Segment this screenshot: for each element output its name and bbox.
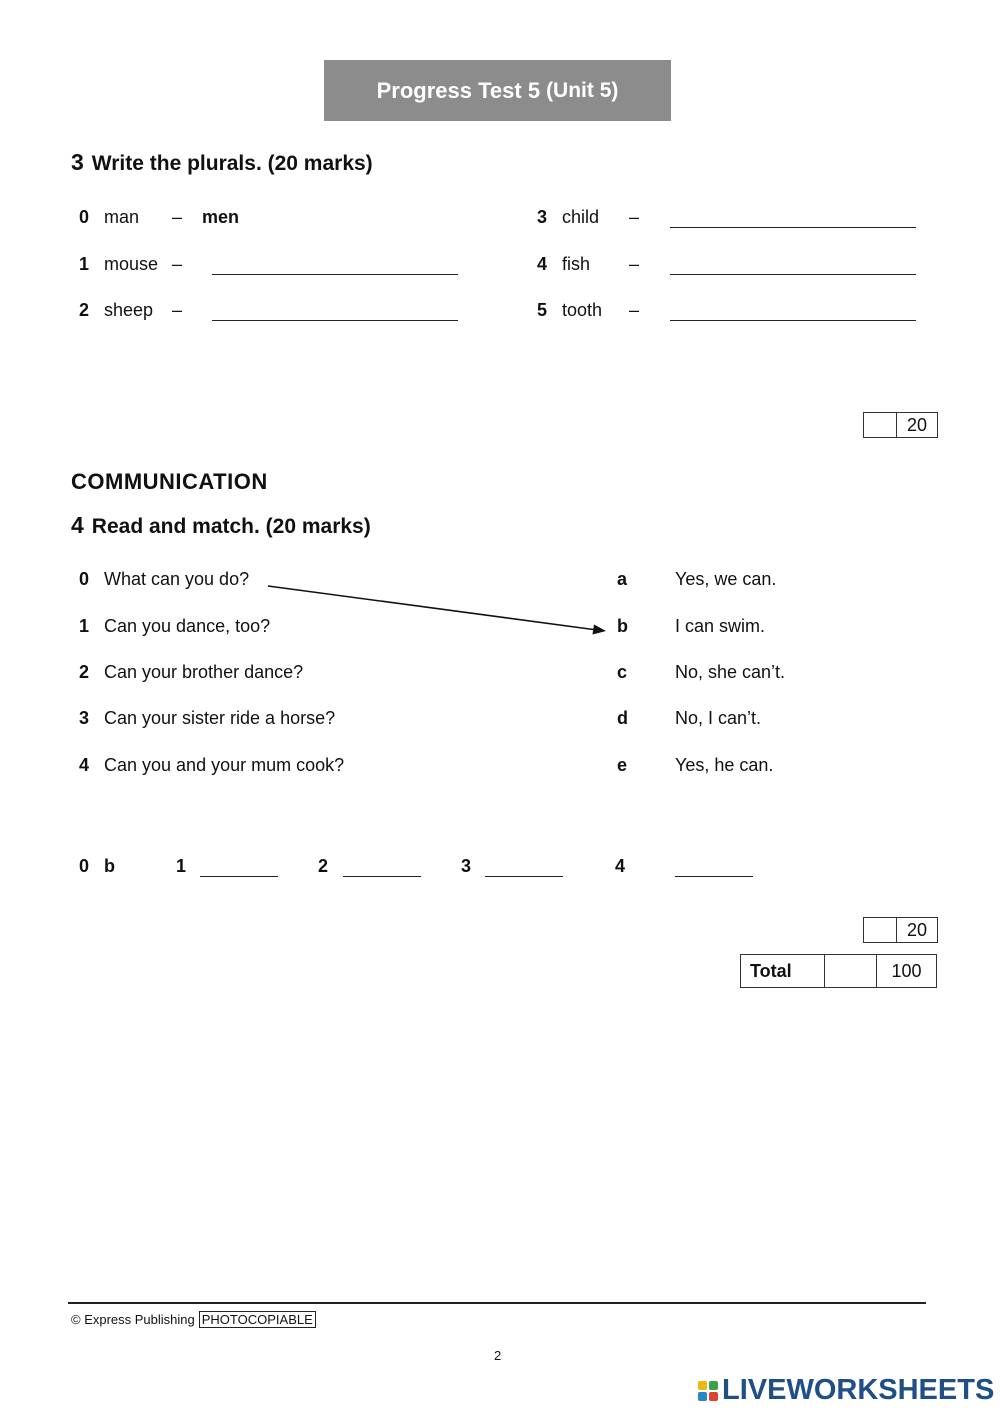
match-question-1-number: 1 bbox=[79, 616, 90, 636]
match-question-2-text: Can your brother dance? bbox=[104, 662, 304, 682]
answer-row-3-number: 3 bbox=[461, 856, 472, 876]
match-answer-c-letter: c bbox=[617, 662, 628, 682]
total-max: 100 bbox=[891, 960, 922, 981]
plural-item-5-word: tooth bbox=[562, 300, 603, 320]
answer-row-1-field[interactable] bbox=[200, 858, 278, 877]
plural-item-4-word: fish bbox=[562, 254, 591, 274]
plural-item-0-dash: – bbox=[172, 207, 183, 227]
total-label: Total bbox=[741, 955, 825, 987]
arrow-head-icon bbox=[593, 625, 607, 635]
plural-item-5-dash: – bbox=[629, 300, 640, 320]
match-answer-b-letter: b bbox=[617, 616, 628, 636]
plural-item-4-dash: – bbox=[629, 254, 640, 274]
footer-divider bbox=[68, 1302, 926, 1304]
match-question-0-text: What can you do? bbox=[104, 569, 250, 589]
match-answer-d-letter: d bbox=[617, 708, 628, 728]
answer-row-1-number: 1 bbox=[176, 856, 187, 876]
plural-item-1-dash: – bbox=[172, 254, 183, 274]
section-3-score-max: 20 bbox=[906, 414, 928, 435]
plural-item-3-number: 3 bbox=[537, 207, 548, 227]
plural-item-1-number: 1 bbox=[79, 254, 90, 274]
match-answer-d-text: No, I can’t. bbox=[675, 708, 762, 728]
answer-row-3-field[interactable] bbox=[485, 858, 563, 877]
answer-row-4-field[interactable] bbox=[675, 858, 753, 877]
plural-item-0-answer: men bbox=[202, 207, 240, 227]
section-4-score-field[interactable] bbox=[864, 918, 897, 942]
plural-item-2-dash: – bbox=[172, 300, 183, 320]
match-answer-e-letter: e bbox=[617, 755, 628, 775]
plural-item-1-word: mouse bbox=[104, 254, 159, 274]
liveworksheets-logo-text: LIVEWORKSHEETS bbox=[722, 1374, 995, 1406]
plural-item-3-dash: – bbox=[629, 207, 640, 227]
plural-item-2-word: sheep bbox=[104, 300, 154, 320]
match-answer-e-text: Yes, he can. bbox=[675, 755, 774, 775]
test-unit: (Unit 5) bbox=[546, 78, 619, 102]
liveworksheets-logo[interactable] bbox=[698, 1374, 994, 1407]
match-answer-c-text: No, she can’t. bbox=[675, 662, 786, 682]
plural-item-3-word: child bbox=[562, 207, 600, 227]
section-4-number: 4 bbox=[71, 512, 84, 538]
liveworksheets-logo-icon bbox=[698, 1381, 718, 1401]
match-question-1-text: Can you dance, too? bbox=[104, 616, 271, 636]
section-4-score-max: 20 bbox=[906, 919, 928, 940]
match-question-3-text: Can your sister ride a horse? bbox=[104, 708, 336, 728]
match-question-4-number: 4 bbox=[79, 755, 90, 775]
page-number: 2 bbox=[494, 1348, 502, 1363]
section-3-number: 3 bbox=[71, 149, 84, 175]
test-title: Progress Test 5 bbox=[376, 77, 541, 103]
arrow-line bbox=[268, 586, 597, 630]
match-question-0-number: 0 bbox=[79, 569, 90, 589]
total-score-field[interactable] bbox=[825, 955, 877, 987]
section-4-instruction: Read and match. (20 marks) bbox=[91, 515, 371, 538]
answer-row-0-number: 0 bbox=[79, 856, 90, 876]
match-answer-a-letter: a bbox=[617, 569, 628, 589]
footer-copyright: © Express Publishing bbox=[71, 1312, 195, 1327]
plural-item-5-number: 5 bbox=[537, 300, 548, 320]
plural-item-2-number: 2 bbox=[79, 300, 90, 320]
plural-item-0-number: 0 bbox=[79, 207, 90, 227]
answer-row-4-number: 4 bbox=[615, 856, 626, 876]
match-question-2-number: 2 bbox=[79, 662, 90, 682]
total-score-box bbox=[740, 954, 937, 988]
match-question-3-number: 3 bbox=[79, 708, 90, 728]
match-answer-a-text: Yes, we can. bbox=[675, 569, 777, 589]
section-3-instruction: Write the plurals. (20 marks) bbox=[91, 152, 373, 175]
section-4-score-box bbox=[863, 917, 938, 943]
footer-photocopiable: PHOTOCOPIABLE bbox=[199, 1311, 316, 1328]
match-question-4-text: Can you and your mum cook? bbox=[104, 755, 345, 775]
answer-row-0-value: b bbox=[104, 856, 115, 876]
communication-title: COMMUNICATION bbox=[71, 469, 268, 494]
match-answer-b-text: I can swim. bbox=[675, 616, 766, 636]
answer-row-2-number: 2 bbox=[318, 856, 329, 876]
answer-row-2-field[interactable] bbox=[343, 858, 421, 877]
footer-copyright-line bbox=[71, 1312, 316, 1327]
plural-item-0-word: man bbox=[104, 207, 140, 227]
plural-item-4-number: 4 bbox=[537, 254, 548, 274]
